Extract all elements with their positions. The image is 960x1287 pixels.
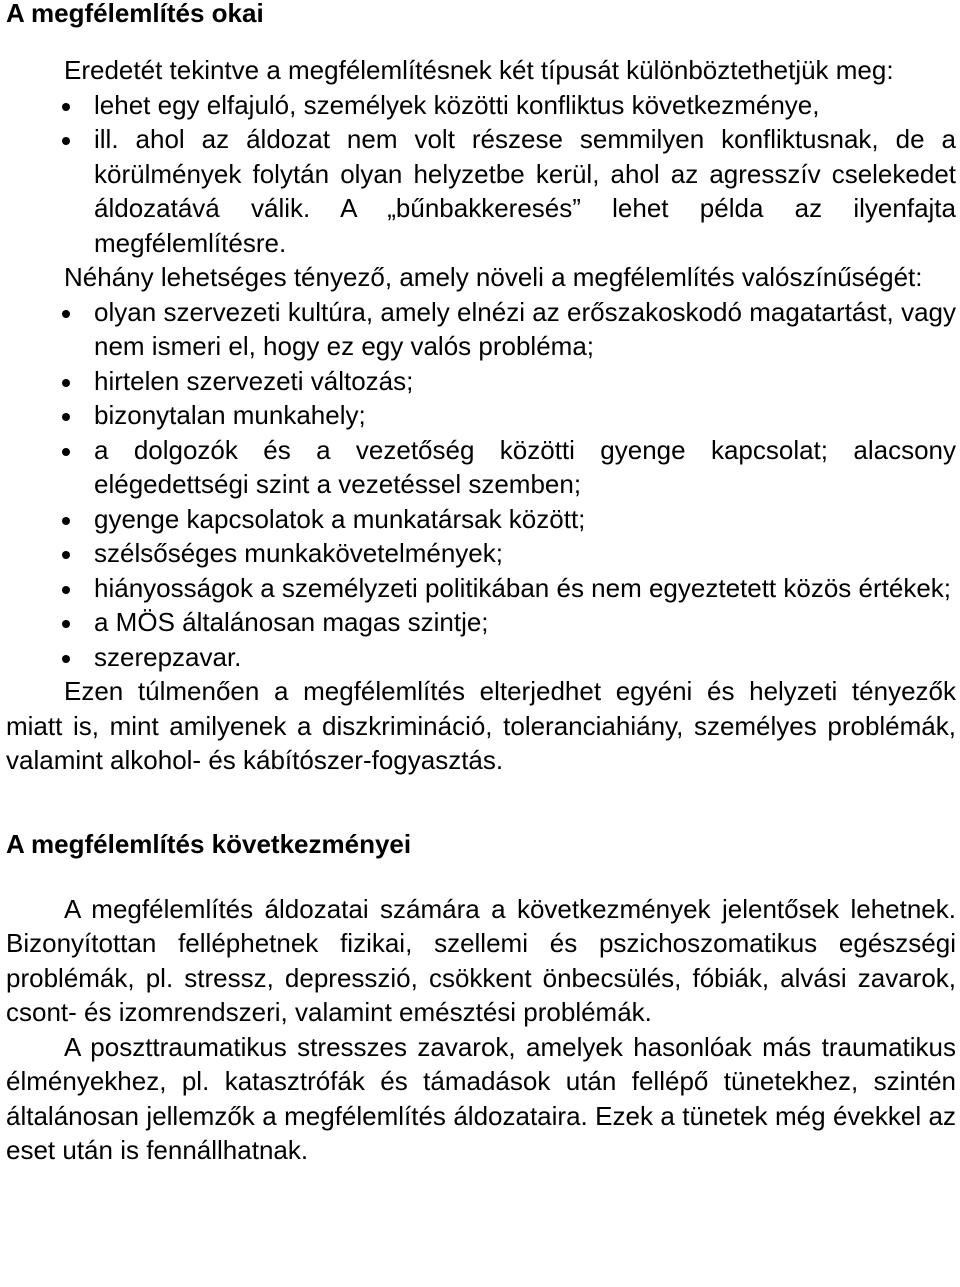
ptsd-paragraph: A poszttraumatikus stresszes zavarok, amelyek hasonlóak más traumatikus élményekhez, pl. katasztrófák és támadások után fellépő tünetekhez, szintén általánosan jellemzők a megfélemlítés áldozataira. Ezek a tünetek még évekkel az eset után is fennállhatnak. [6, 1031, 956, 1165]
section-heading-causes: A megfélemlítés okai [6, 0, 264, 28]
consequences-paragraph: A megfélemlítés áldozatai számára a következmények jelentősek lehetnek. Bizonyítottan felléphetnek fizikai, szellemi és pszichoszomatikus egészségi problémák, pl. stressz, depresszió, csökkent önbecsülés, fóbiák, alvási zavarok, csont- és izomrendszeri, valamint emésztési problémák. [6, 893, 956, 1027]
list-item: a dolgozók és a vezetőség közötti gyenge kapcsolat; alacsony elégedettségi szint a vezetéssel szemben; [94, 433, 956, 502]
list-item: olyan szervezeti kultúra, amely elnézi az erőszakoskodó magatartást, vagy nem ismeri el, hogy ez egy valós probléma; [94, 295, 956, 364]
list-item: ill. ahol az áldozat nem volt részese semmilyen konfliktusnak, de a körülmények folytán olyan helyzetbe kerül, ahol az agresszív cselekedet áldozatává válik. A „bűnbakkeresés” lehet példa az ilyenfajta megfélemlítésre. [94, 122, 956, 260]
list-item: szerepzavar. [94, 640, 956, 675]
section-heading-consequences: A megfélemlítés következményei [6, 828, 412, 859]
list-item: hirtelen szervezeti változás; [94, 364, 956, 399]
list-item: a MÖS általánosan magas szintje; [94, 605, 956, 640]
list-item: bizonytalan munkahely; [94, 398, 956, 433]
list-item: hiányosságok a személyzeti politikában és nem egyeztetett közös értékek; [94, 571, 956, 606]
list-item: lehet egy elfajuló, személyek közötti konfliktus következménye, [94, 88, 956, 123]
types-list [6, 88, 956, 261]
closing-paragraph: Ezen túlmenően a megfélemlítés elterjedhet egyéni és helyzeti tényezők miatt is, mint amilyenek a diszkrimináció, toleranciahiány, személyes problémák, valamint alkohol- és kábítószer-fogyasztás. [6, 676, 956, 775]
list-item: gyenge kapcsolatok a munkatársak között; [94, 502, 956, 537]
intro-paragraph: Eredetét tekintve a megfélemlítésnek két típusát különböztethetjük meg: [64, 55, 894, 85]
factors-intro-paragraph: Néhány lehetséges tényező, amely növeli a megfélemlítés valószínűségét: [64, 262, 923, 292]
list-item: szélsőséges munkakövetelmények; [94, 536, 956, 571]
factors-list [6, 295, 956, 675]
